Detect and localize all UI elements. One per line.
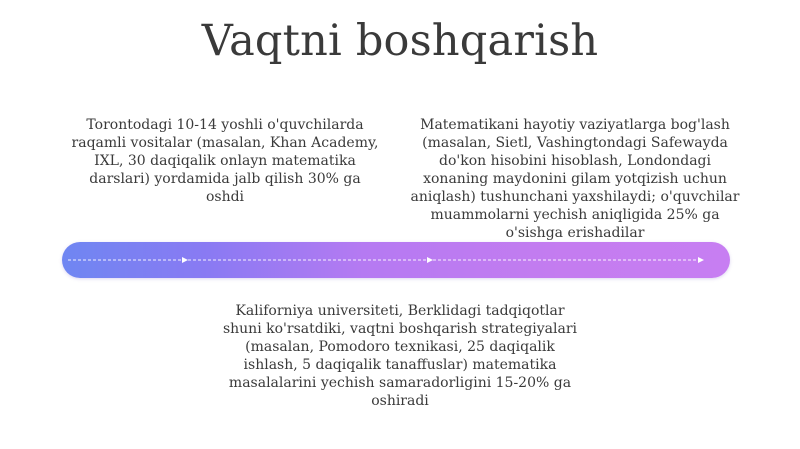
slide-title: Vaqtni boshqarish (201, 16, 599, 66)
timeline-arrowhead-1 (182, 257, 188, 263)
timeline-arrowhead-2 (427, 257, 433, 263)
timeline-arrows (62, 242, 730, 278)
timeline-arrowhead-3 (698, 257, 704, 263)
timeline-bar (62, 242, 730, 278)
timeline-point-3: Kaliforniya universiteti, Berklidagi tadqiqotlar shuni ko'rsatdiki, vaqtni boshqarish strategiyalari (masalan, Pomodoro texnikasi, 25 daqiqalik ishlash, 5 daqiqalik tanaffuslar) matematika masalalarini yechish samaradorligini 15-20% ga oshiradi (222, 303, 578, 409)
timeline-point-1: Torontodagi 10-14 yoshli o'quvchilarda raqamli vositalar (masalan, Khan Academy, IXL, 30 daqiqalik onlayn matematika darslari) yordamida jalb qilish 30% ga oshdi (71, 117, 379, 205)
timeline-point-2: Matematikani hayotiy vaziyatlarga bog'lash (masalan, Sietl, Vashingtondagi Safewayda do'kon hisobini hisoblash, Londondagi xonaning maydonini gilam yotqizish uchun aniqlash) tushunchani yaxshilaydi; o'quvchilar muammolarni yechish aniqligida 25% ga o'sishga erishadilar (410, 117, 740, 241)
